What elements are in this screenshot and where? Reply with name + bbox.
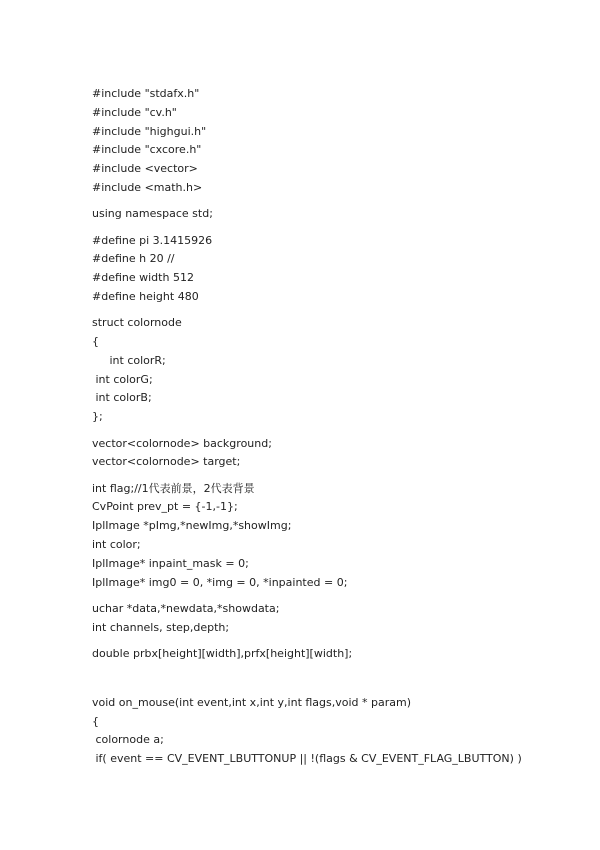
code-line: #include "cv.h" bbox=[92, 105, 177, 119]
code-line: int colorR; bbox=[92, 353, 166, 367]
code-line: #define h 20 // bbox=[92, 252, 175, 266]
code-line: uchar *data,*newdata,*showdata; bbox=[92, 601, 280, 615]
code-line: int channels, step,depth; bbox=[92, 620, 230, 634]
code-line: #include "highgui.h" bbox=[92, 124, 207, 138]
code-line: }; bbox=[92, 410, 103, 424]
code-line: IplImage* img0 = 0, *img = 0, *inpainted = 0; bbox=[92, 575, 348, 589]
code-line: int flag;//1代表前景，2代表背景 bbox=[92, 481, 255, 495]
prob-arrays-block bbox=[92, 645, 582, 664]
code-line: #include <math.h> bbox=[92, 180, 203, 194]
include-block bbox=[92, 85, 582, 198]
code-line: vector<colornode> background; bbox=[92, 436, 272, 450]
code-line: colornode a; bbox=[92, 733, 164, 747]
vector-block bbox=[92, 435, 582, 473]
namespace-block bbox=[92, 205, 582, 224]
code-line: #include "stdafx.h" bbox=[92, 87, 200, 100]
code-line: #define pi 3.1415926 bbox=[92, 233, 213, 247]
code-line: if( event == CV_EVENT_LBUTTONUP || !(flags & CV_EVENT_FLAG_LBUTTON) ) bbox=[92, 752, 522, 766]
code-line: #include "cxcore.h" bbox=[92, 143, 202, 157]
code-line: #include <vector> bbox=[92, 162, 198, 176]
code-line: void on_mouse(int event,int x,int y,int flags,void * param) bbox=[92, 695, 412, 709]
code-line: IplImage *pImg,*newImg,*showImg; bbox=[92, 519, 292, 533]
code-line: CvPoint prev_pt = {-1,-1}; bbox=[92, 500, 238, 514]
code-line: int colorG; bbox=[92, 372, 153, 386]
code-line: struct colornode bbox=[92, 316, 182, 330]
code-listing bbox=[92, 85, 582, 769]
code-line: { bbox=[92, 714, 99, 728]
code-line: using namespace std; bbox=[92, 207, 213, 221]
globals-block bbox=[92, 480, 582, 593]
code-line: { bbox=[92, 335, 99, 349]
on-mouse-block bbox=[92, 694, 582, 769]
code-line: int colorB; bbox=[92, 391, 152, 405]
code-line: IplImage* inpaint_mask = 0; bbox=[92, 556, 249, 570]
code-line: #define height 480 bbox=[92, 289, 199, 303]
data-pointers-block bbox=[92, 600, 582, 638]
struct-block bbox=[92, 314, 582, 427]
code-line: vector<colornode> target; bbox=[92, 455, 241, 469]
code-line: #define width 512 bbox=[92, 271, 194, 285]
code-line: double prbx[height][width],prfx[height][width]; bbox=[92, 647, 353, 661]
define-block bbox=[92, 232, 582, 307]
code-line: int color; bbox=[92, 538, 141, 552]
